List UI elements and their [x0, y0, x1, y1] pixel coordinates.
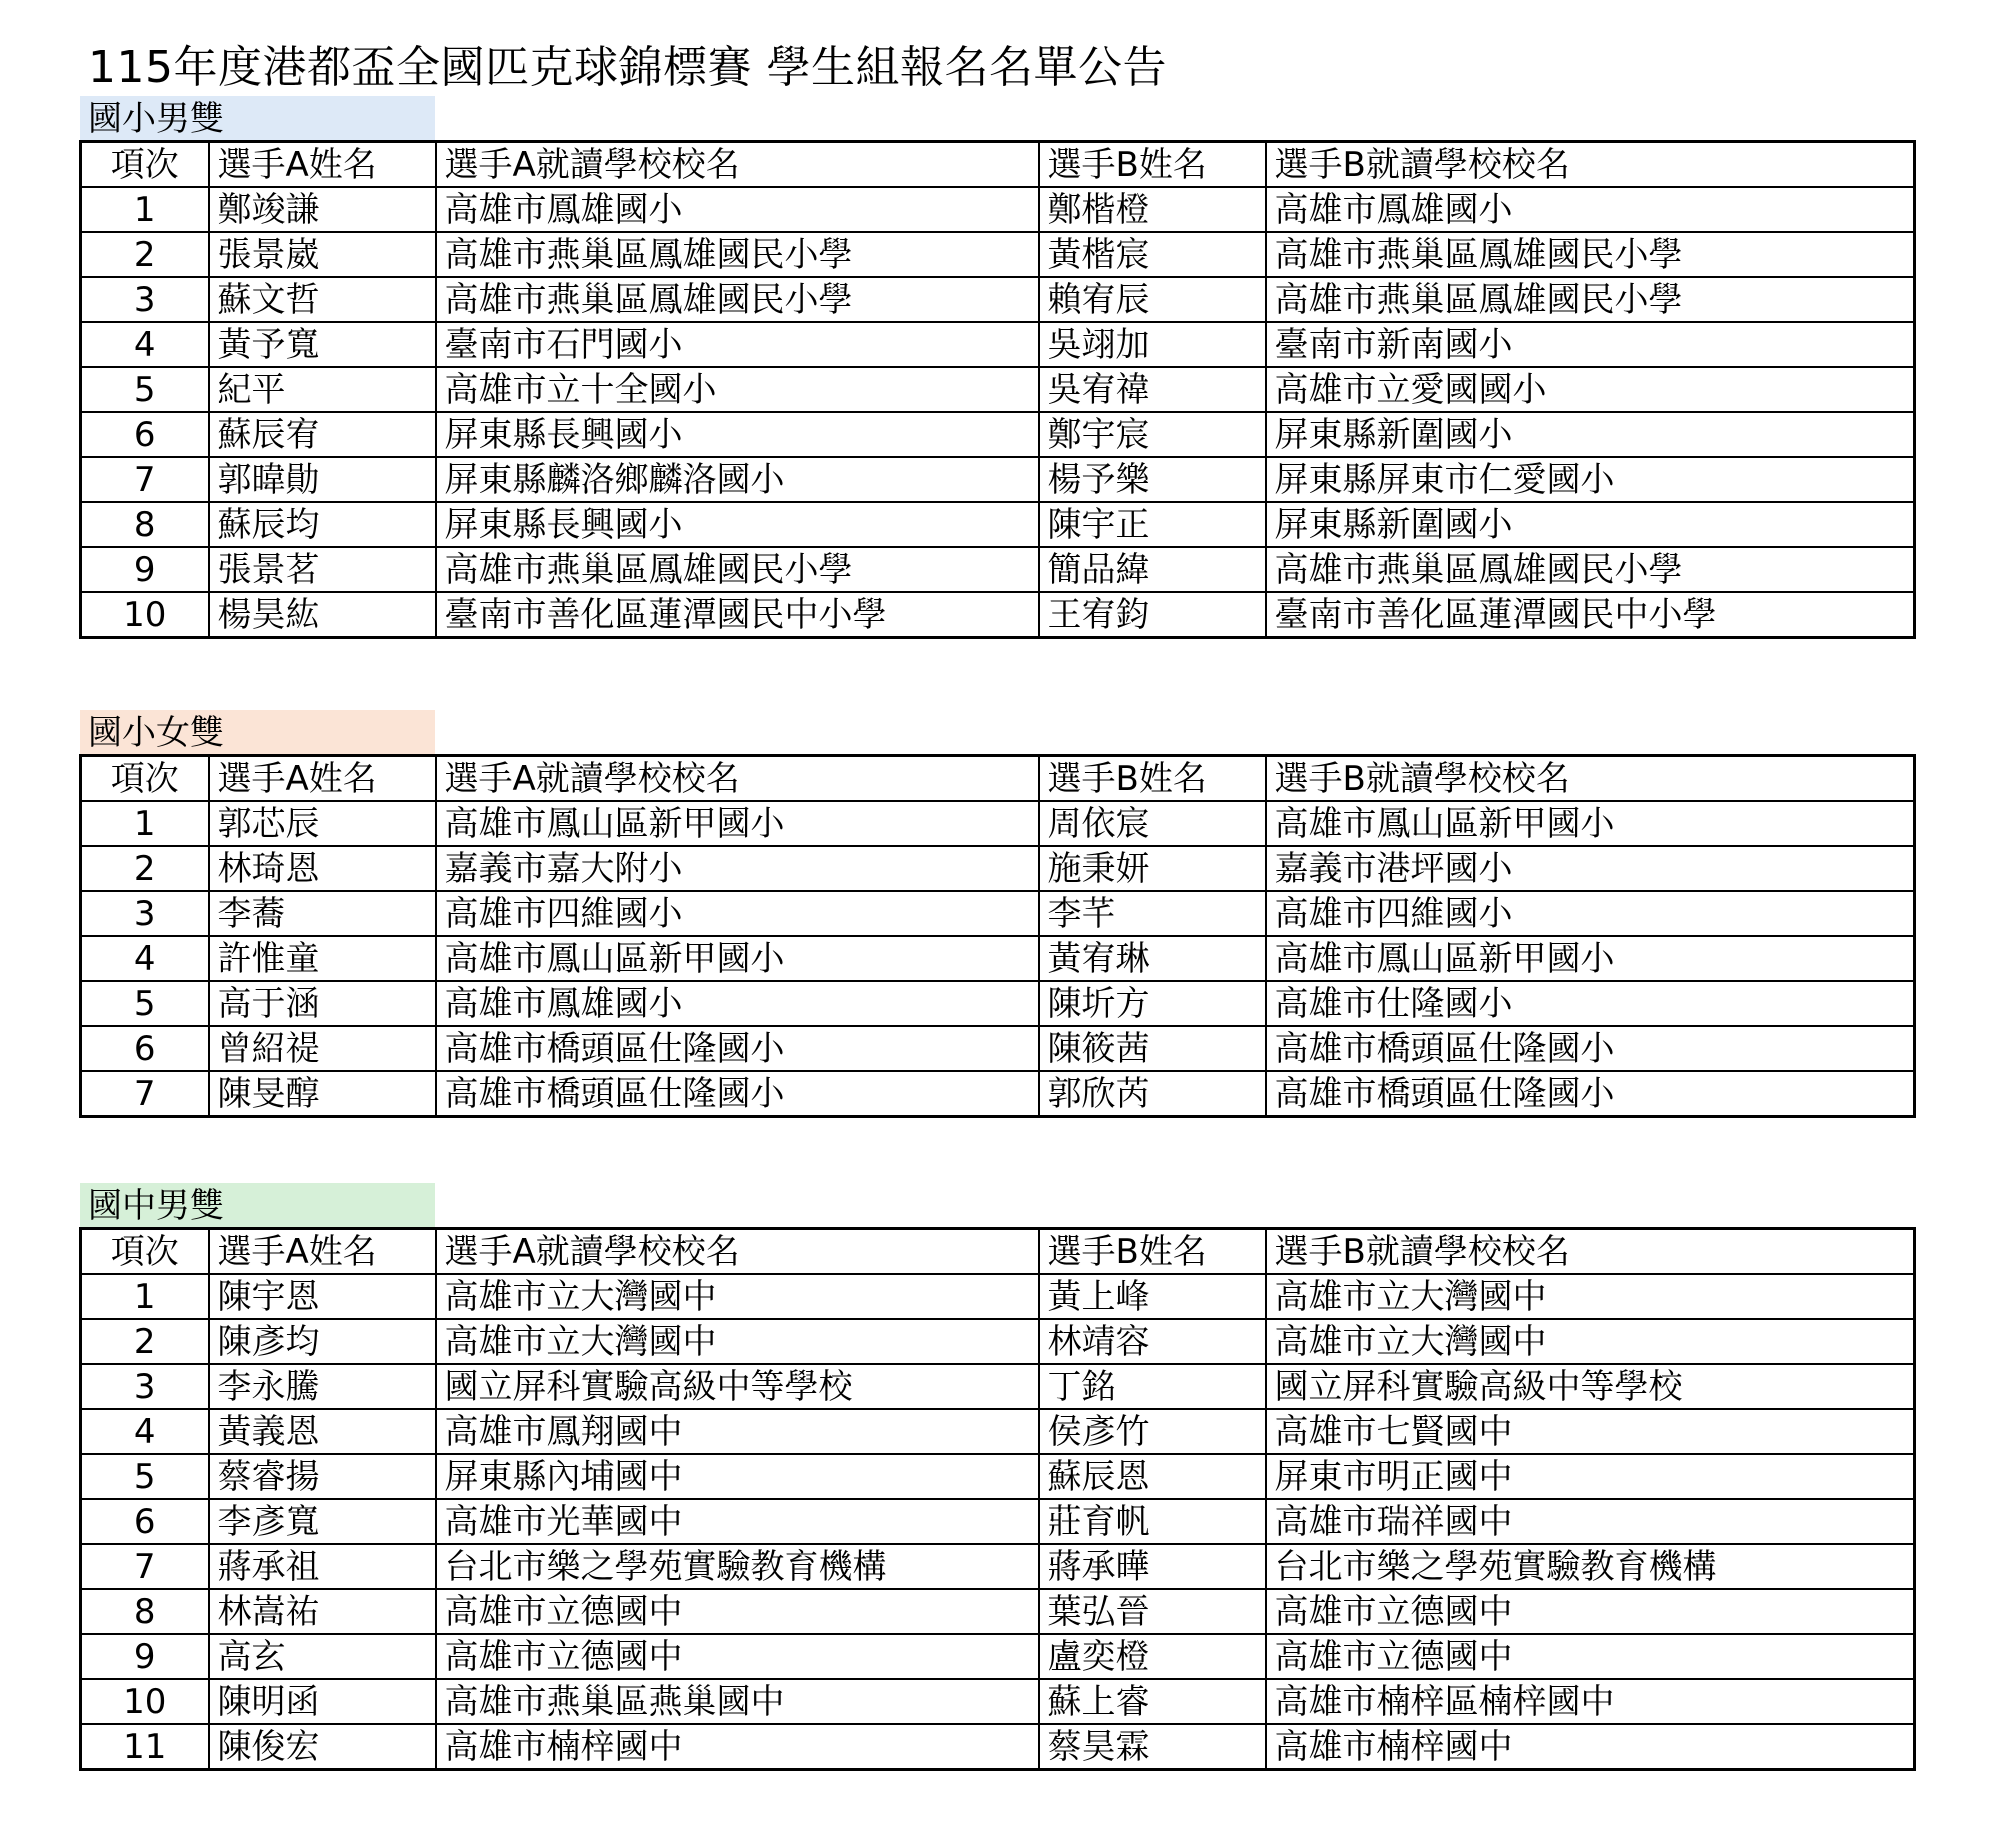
cell-no: 1: [81, 801, 209, 846]
header-player-a-school: 選手A就讀學校校名: [436, 756, 1039, 802]
table-row: [81, 801, 1915, 846]
table-row: [81, 1679, 1915, 1724]
cell-player-a-name: 曾紹禔: [209, 1026, 436, 1071]
cell-player-a-name: 鄭竣謙: [209, 187, 436, 232]
table-row: [81, 277, 1915, 322]
cell-player-a-school: 屏東縣長興國小: [436, 502, 1039, 547]
cell-player-a-name: 紀平: [209, 367, 436, 412]
cell-player-b-school: 屏東縣新圍國小: [1266, 412, 1915, 457]
cell-no: 8: [81, 1589, 209, 1634]
cell-player-b-school: 臺南市善化區蓮潭國民中小學: [1266, 592, 1915, 638]
cell-player-b-name: 侯彥竹: [1039, 1409, 1266, 1454]
cell-player-a-school: 高雄市橋頭區仕隆國小: [436, 1071, 1039, 1117]
cell-player-a-school: 高雄市燕巢區鳳雄國民小學: [436, 547, 1039, 592]
cell-no: 7: [81, 457, 209, 502]
cell-player-a-school: 高雄市鳳山區新甲國小: [436, 801, 1039, 846]
cell-player-b-name: 蘇辰恩: [1039, 1454, 1266, 1499]
table-row: [81, 891, 1915, 936]
cell-player-b-name: 陳圻方: [1039, 981, 1266, 1026]
header-player-b-name: 選手B姓名: [1039, 1229, 1266, 1275]
table-header-row: [81, 1229, 1915, 1275]
table-row: [81, 846, 1915, 891]
cell-player-a-name: 高玄: [209, 1634, 436, 1679]
cell-no: 9: [81, 1634, 209, 1679]
cell-no: 3: [81, 891, 209, 936]
header-player-b-school: 選手B就讀學校校名: [1266, 142, 1915, 188]
cell-player-b-name: 陳宇正: [1039, 502, 1266, 547]
cell-player-a-name: 張景崴: [209, 232, 436, 277]
cell-player-a-name: 郭芯辰: [209, 801, 436, 846]
cell-no: 6: [81, 412, 209, 457]
table-elementary-boys-doubles: [79, 140, 1916, 639]
cell-player-a-school: 高雄市燕巢區燕巢國中: [436, 1679, 1039, 1724]
cell-player-a-school: 高雄市立德國中: [436, 1634, 1039, 1679]
cell-player-a-school: 高雄市四維國小: [436, 891, 1039, 936]
cell-player-a-name: 陳旻醇: [209, 1071, 436, 1117]
cell-player-a-name: 陳俊宏: [209, 1724, 436, 1770]
cell-player-a-school: 高雄市楠梓國中: [436, 1724, 1039, 1770]
cell-player-b-school: 高雄市橋頭區仕隆國小: [1266, 1071, 1915, 1117]
table-row: [81, 936, 1915, 981]
header-player-b-school: 選手B就讀學校校名: [1266, 756, 1915, 802]
table-row: [81, 232, 1915, 277]
cell-player-b-school: 高雄市燕巢區鳳雄國民小學: [1266, 232, 1915, 277]
table-header-row: [81, 756, 1915, 802]
table-row: [81, 322, 1915, 367]
cell-player-a-school: 高雄市立大灣國中: [436, 1319, 1039, 1364]
cell-player-a-school: 高雄市燕巢區鳳雄國民小學: [436, 232, 1039, 277]
cell-no: 2: [81, 846, 209, 891]
cell-player-b-school: 高雄市立大灣國中: [1266, 1274, 1915, 1319]
cell-player-b-name: 周依宸: [1039, 801, 1266, 846]
cell-no: 11: [81, 1724, 209, 1770]
cell-player-b-school: 高雄市楠梓國中: [1266, 1724, 1915, 1770]
cell-no: 7: [81, 1544, 209, 1589]
cell-no: 9: [81, 547, 209, 592]
cell-player-b-name: 丁銘: [1039, 1364, 1266, 1409]
cell-player-b-school: 高雄市立愛國國小: [1266, 367, 1915, 412]
cell-no: 5: [81, 981, 209, 1026]
cell-player-b-school: 高雄市七賢國中: [1266, 1409, 1915, 1454]
cell-player-a-name: 陳彥均: [209, 1319, 436, 1364]
cell-player-b-school: 高雄市燕巢區鳳雄國民小學: [1266, 547, 1915, 592]
cell-no: 5: [81, 367, 209, 412]
cell-player-a-name: 蘇辰宥: [209, 412, 436, 457]
cell-player-a-school: 國立屏科實驗高級中等學校: [436, 1364, 1039, 1409]
cell-player-b-school: 高雄市立大灣國中: [1266, 1319, 1915, 1364]
cell-player-b-school: 高雄市楠梓區楠梓國中: [1266, 1679, 1915, 1724]
page-title: 115年度港都盃全國匹克球錦標賽 學生組報名名單公告: [88, 42, 1167, 93]
cell-player-a-school: 高雄市光華國中: [436, 1499, 1039, 1544]
table-row: [81, 1319, 1915, 1364]
cell-player-b-school: 高雄市鳳雄國小: [1266, 187, 1915, 232]
cell-player-b-school: 高雄市鳳山區新甲國小: [1266, 801, 1915, 846]
cell-player-b-school: 高雄市立德國中: [1266, 1589, 1915, 1634]
table-row: [81, 1274, 1915, 1319]
table-elementary-girls-doubles: [79, 754, 1916, 1118]
header-player-a-name: 選手A姓名: [209, 142, 436, 188]
table-row: [81, 457, 1915, 502]
cell-no: 6: [81, 1026, 209, 1071]
cell-no: 1: [81, 187, 209, 232]
cell-player-a-school: 高雄市鳳雄國小: [436, 187, 1039, 232]
cell-player-b-school: 高雄市燕巢區鳳雄國民小學: [1266, 277, 1915, 322]
table-row: [81, 1409, 1915, 1454]
cell-player-a-name: 林嵩祐: [209, 1589, 436, 1634]
cell-player-b-name: 蘇上睿: [1039, 1679, 1266, 1724]
cell-no: 3: [81, 277, 209, 322]
cell-player-a-school: 高雄市立大灣國中: [436, 1274, 1039, 1319]
table-row: [81, 1071, 1915, 1117]
header-player-a-school: 選手A就讀學校校名: [436, 1229, 1039, 1275]
cell-player-b-name: 郭欣芮: [1039, 1071, 1266, 1117]
cell-player-b-school: 臺南市新南國小: [1266, 322, 1915, 367]
cell-player-b-school: 高雄市鳳山區新甲國小: [1266, 936, 1915, 981]
cell-no: 8: [81, 502, 209, 547]
cell-player-b-name: 王宥鈞: [1039, 592, 1266, 638]
header-no: 項次: [81, 756, 209, 802]
cell-no: 1: [81, 1274, 209, 1319]
cell-player-a-name: 李蕎: [209, 891, 436, 936]
cell-player-b-school: 高雄市橋頭區仕隆國小: [1266, 1026, 1915, 1071]
cell-player-a-name: 蘇文哲: [209, 277, 436, 322]
cell-player-b-name: 黃宥琳: [1039, 936, 1266, 981]
cell-player-b-name: 葉弘晉: [1039, 1589, 1266, 1634]
cell-player-b-name: 蔣承曄: [1039, 1544, 1266, 1589]
cell-player-b-school: 高雄市瑞祥國中: [1266, 1499, 1915, 1544]
cell-player-b-name: 莊育帆: [1039, 1499, 1266, 1544]
header-player-b-name: 選手B姓名: [1039, 756, 1266, 802]
cell-player-a-name: 張景茗: [209, 547, 436, 592]
cell-player-b-school: 高雄市立德國中: [1266, 1634, 1915, 1679]
cell-player-a-school: 高雄市燕巢區鳳雄國民小學: [436, 277, 1039, 322]
cell-player-b-name: 李芊: [1039, 891, 1266, 936]
cell-player-a-name: 李永騰: [209, 1364, 436, 1409]
cell-player-a-school: 屏東縣麟洛鄉麟洛國小: [436, 457, 1039, 502]
table-row: [81, 1634, 1915, 1679]
table-row: [81, 412, 1915, 457]
table-row: [81, 547, 1915, 592]
cell-no: 4: [81, 1409, 209, 1454]
cell-player-a-name: 陳明函: [209, 1679, 436, 1724]
cell-player-b-school: 屏東縣新圍國小: [1266, 502, 1915, 547]
cell-player-b-school: 高雄市仕隆國小: [1266, 981, 1915, 1026]
cell-player-b-school: 屏東縣屏東市仁愛國小: [1266, 457, 1915, 502]
cell-player-b-name: 簡品緯: [1039, 547, 1266, 592]
cell-player-a-name: 黃予寬: [209, 322, 436, 367]
cell-no: 3: [81, 1364, 209, 1409]
table-row: [81, 1589, 1915, 1634]
cell-player-b-name: 盧奕橙: [1039, 1634, 1266, 1679]
header-player-a-school: 選手A就讀學校校名: [436, 142, 1039, 188]
cell-player-b-name: 鄭宇宸: [1039, 412, 1266, 457]
cell-player-b-name: 黃上峰: [1039, 1274, 1266, 1319]
cell-player-b-name: 陳筱茜: [1039, 1026, 1266, 1071]
cell-player-a-school: 高雄市鳳翔國中: [436, 1409, 1039, 1454]
table-row: [81, 981, 1915, 1026]
cell-player-b-name: 賴宥辰: [1039, 277, 1266, 322]
cell-player-a-name: 郭暐勛: [209, 457, 436, 502]
cell-player-a-school: 臺南市石門國小: [436, 322, 1039, 367]
cell-no: 10: [81, 592, 209, 638]
table-row: [81, 1026, 1915, 1071]
header-player-b-school: 選手B就讀學校校名: [1266, 1229, 1915, 1275]
cell-player-a-name: 許惟童: [209, 936, 436, 981]
cell-player-a-school: 台北市樂之學苑實驗教育機構: [436, 1544, 1039, 1589]
section-label-junior-high-boys-doubles: 國中男雙: [80, 1183, 435, 1227]
cell-player-a-name: 高于涵: [209, 981, 436, 1026]
header-player-b-name: 選手B姓名: [1039, 142, 1266, 188]
cell-no: 6: [81, 1499, 209, 1544]
header-player-a-name: 選手A姓名: [209, 756, 436, 802]
cell-no: 4: [81, 322, 209, 367]
cell-player-b-school: 高雄市四維國小: [1266, 891, 1915, 936]
cell-player-a-school: 高雄市鳳雄國小: [436, 981, 1039, 1026]
header-no: 項次: [81, 142, 209, 188]
cell-player-b-school: 國立屏科實驗高級中等學校: [1266, 1364, 1915, 1409]
header-no: 項次: [81, 1229, 209, 1275]
cell-player-a-school: 屏東縣內埔國中: [436, 1454, 1039, 1499]
cell-player-a-school: 嘉義市嘉大附小: [436, 846, 1039, 891]
cell-player-a-name: 蔣承祖: [209, 1544, 436, 1589]
table-row: [81, 592, 1915, 638]
cell-player-b-school: 嘉義市港坪國小: [1266, 846, 1915, 891]
table-row: [81, 1364, 1915, 1409]
cell-no: 2: [81, 232, 209, 277]
table-row: [81, 502, 1915, 547]
cell-player-b-school: 屏東市明正國中: [1266, 1454, 1915, 1499]
cell-player-b-name: 吳宥禕: [1039, 367, 1266, 412]
cell-player-a-name: 陳宇恩: [209, 1274, 436, 1319]
cell-player-b-name: 蔡昊霖: [1039, 1724, 1266, 1770]
cell-no: 2: [81, 1319, 209, 1364]
cell-player-a-name: 黃義恩: [209, 1409, 436, 1454]
cell-player-a-school: 高雄市立德國中: [436, 1589, 1039, 1634]
cell-player-a-name: 李彥寬: [209, 1499, 436, 1544]
cell-player-b-school: 台北市樂之學苑實驗教育機構: [1266, 1544, 1915, 1589]
table-row: [81, 1724, 1915, 1770]
cell-player-a-name: 林琦恩: [209, 846, 436, 891]
table-row: [81, 1544, 1915, 1589]
cell-player-a-school: 高雄市立十全國小: [436, 367, 1039, 412]
cell-player-b-name: 林靖容: [1039, 1319, 1266, 1364]
cell-no: 4: [81, 936, 209, 981]
cell-player-b-name: 楊予樂: [1039, 457, 1266, 502]
section-label-elementary-girls-doubles: 國小女雙: [80, 710, 435, 754]
cell-player-a-school: 高雄市鳳山區新甲國小: [436, 936, 1039, 981]
table-row: [81, 367, 1915, 412]
cell-player-a-name: 楊昊紘: [209, 592, 436, 638]
table-row: [81, 1499, 1915, 1544]
cell-player-b-name: 鄭楷橙: [1039, 187, 1266, 232]
table-row: [81, 1454, 1915, 1499]
header-player-a-name: 選手A姓名: [209, 1229, 436, 1275]
cell-player-a-school: 臺南市善化區蓮潭國民中小學: [436, 592, 1039, 638]
section-label-elementary-boys-doubles: 國小男雙: [80, 96, 435, 140]
cell-player-b-name: 吳翊加: [1039, 322, 1266, 367]
cell-no: 5: [81, 1454, 209, 1499]
cell-player-a-school: 屏東縣長興國小: [436, 412, 1039, 457]
table-header-row: [81, 142, 1915, 188]
cell-no: 7: [81, 1071, 209, 1117]
cell-player-a-school: 高雄市橋頭區仕隆國小: [436, 1026, 1039, 1071]
table-row: [81, 187, 1915, 232]
cell-no: 10: [81, 1679, 209, 1724]
cell-player-a-name: 蘇辰均: [209, 502, 436, 547]
cell-player-b-name: 施秉妍: [1039, 846, 1266, 891]
cell-player-b-name: 黃楷宸: [1039, 232, 1266, 277]
cell-player-a-name: 蔡睿揚: [209, 1454, 436, 1499]
table-junior-high-boys-doubles: [79, 1227, 1916, 1771]
